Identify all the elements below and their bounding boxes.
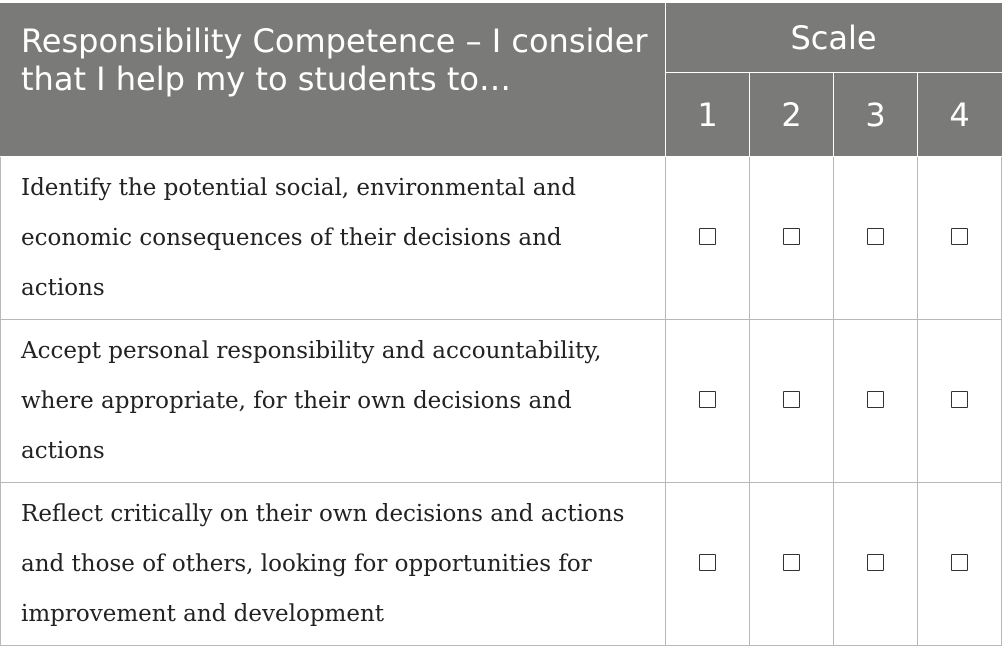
- empty-checkbox-icon[interactable]: [867, 554, 884, 571]
- empty-checkbox-icon[interactable]: [699, 391, 716, 408]
- empty-checkbox-icon[interactable]: [951, 228, 968, 245]
- table-row: [1, 157, 1002, 320]
- empty-checkbox-icon[interactable]: [783, 228, 800, 245]
- empty-checkbox-icon[interactable]: [783, 391, 800, 408]
- rating-cell-2: [750, 157, 834, 320]
- empty-checkbox-icon[interactable]: [867, 228, 884, 245]
- rating-cell-4: [918, 157, 1002, 320]
- scale-header: Scale: [666, 4, 1002, 73]
- rating-cell-2: [750, 483, 834, 646]
- item-statement: Reflect critically on their own decisions and actions and those of others, looking for opportunities for improvement and development: [1, 483, 666, 646]
- empty-checkbox-icon[interactable]: [951, 554, 968, 571]
- table-row: [1, 483, 1002, 646]
- rating-cell-1: [666, 320, 750, 483]
- scale-value-3: 3: [834, 73, 918, 157]
- rating-cell-1: [666, 483, 750, 646]
- header-row: [1, 4, 1002, 73]
- rating-cell-3: [834, 157, 918, 320]
- item-statement: Accept personal responsibility and accountability, where appropriate, for their own decisions and actions: [1, 320, 666, 483]
- rating-cell-4: [918, 483, 1002, 646]
- scale-value-2: 2: [750, 73, 834, 157]
- rating-cell-3: [834, 320, 918, 483]
- empty-checkbox-icon[interactable]: [699, 228, 716, 245]
- empty-checkbox-icon[interactable]: [783, 554, 800, 571]
- rating-cell-1: [666, 157, 750, 320]
- scale-value-1: 1: [666, 73, 750, 157]
- scale-value-4: 4: [918, 73, 1002, 157]
- rating-cell-3: [834, 483, 918, 646]
- item-column-header: Responsibility Competence – I consider that I help my to students to…: [1, 4, 666, 157]
- table-row: [1, 320, 1002, 483]
- item-statement: Identify the potential social, environmental and economic consequences of their decisions and actions: [1, 157, 666, 320]
- rating-cell-2: [750, 320, 834, 483]
- empty-checkbox-icon[interactable]: [951, 391, 968, 408]
- responsibility-competence-table: [0, 3, 1002, 646]
- empty-checkbox-icon[interactable]: [867, 391, 884, 408]
- rating-cell-4: [918, 320, 1002, 483]
- empty-checkbox-icon[interactable]: [699, 554, 716, 571]
